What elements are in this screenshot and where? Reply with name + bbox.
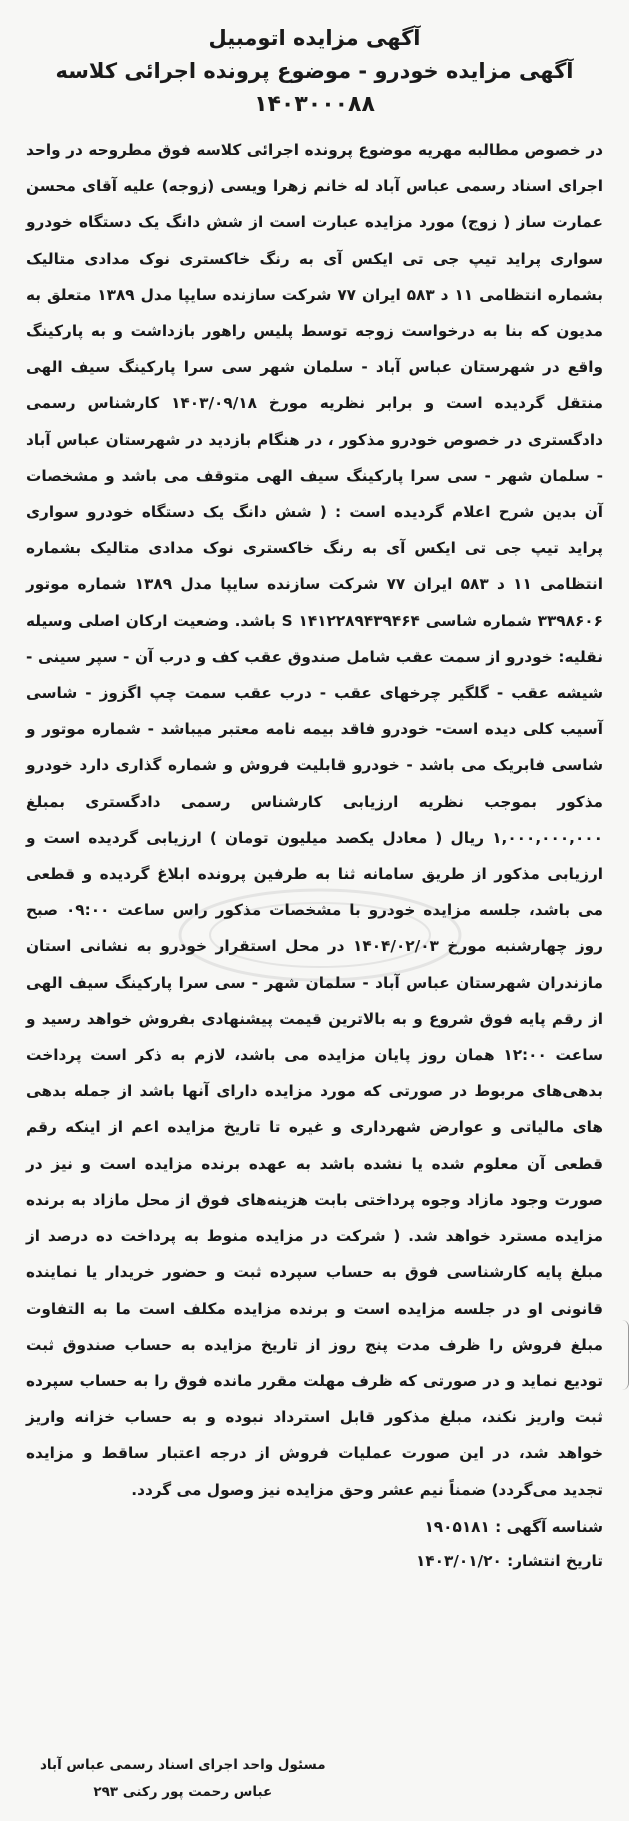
notice-subtitle: آگهی مزایده خودرو - موضوع پرونده اجرائی کلاسه bbox=[55, 59, 574, 83]
signature-block bbox=[40, 1752, 326, 1806]
ad-id: شناسه آگهی : ۱۹۰۵۱۸۱ bbox=[424, 1517, 603, 1536]
notice-header bbox=[26, 22, 603, 122]
notice-meta bbox=[26, 1510, 603, 1578]
notice-title: آگهی مزایده اتومبیل bbox=[208, 26, 421, 50]
notice-body bbox=[26, 132, 603, 1508]
notice-paragraph: در خصوص مطالبه مهریه موضوع پرونده اجرائی کلاسه فوق مطروحه در واحد اجرای اسناد رسمی عباس آباد له خانم زهرا ویسی (زوجه) علیه آقای محسن عمارت ساز ( زوج) مورد مزایده عبارت است از شش دانگ یک دستگاه خودرو سواری پراید تیپ جی تی ایکس آی به رنگ خاکستری نوک مدادی متالیک بشماره انتظامی ۱۱ د ۵۸۳ ایران ۷۷ شرکت سازنده سایپا مدل ۱۳۸۹ متعلق به مدیون که بنا به درخواست زوجه توسط پلیس راهور بازداشت و به پارکینگ واقع در شهرستان عباس آباد - سلمان شهر سی سرا پارکینگ سیف الهی منتقل گردیده است و برابر نظریه مورخ ۱۴۰۳/۰۹/۱۸ کارشناس رسمی دادگستری در خصوص خودرو مذکور ، در هنگام بازدید در شهرستان عباس آباد - سلمان شهر - سی سرا پارکینگ سیف الهی متوقف می باشد و مشخصات آن بدین شرح اعلام گردیده است : ( شش دانگ یک دستگاه خودرو سواری پراید تیپ جی تی ایکس آی به رنگ خاکستری نوک مدادی متالیک بشماره انتظامی ۱۱ د ۵۸۳ ایران ۷۷ شرکت سازنده سایپا مدل ۱۳۸۹ شماره موتور ۳۳۹۸۶۰۶ شماره شاسی S ۱۴۱۲۲۸۹۴۳۹۴۶۴ باشد. وضعیت ارکان اصلی وسیله نقلیه: خودرو از سمت عقب شامل صندوق عقب کف و درب آن - سپر سینی - شیشه عقب - گلگیر چرخهای عقب - درب عقب سمت چپ اگزوز - شاسی آسیب کلی دیده است- خودرو فاقد بیمه نامه معتبر میباشد - شماره موتور و شاسی فابریک می باشد - خودرو قابلیت فروش و شماره گذاری دارد خودرو مذکور بموجب نظریه ارزیابی کارشناس رسمی دادگستری بمبلغ ۱,۰۰۰,۰۰۰,۰۰۰ ریال ( معادل یکصد میلیون تومان ) ارزیابی گردیده است و ارزیابی مذکور از طریق سامانه ثنا به طرفین پرونده ابلاغ گردیده و قطعی می باشد، جلسه مزایده خودرو با مشخصات مذکور راس ساعت ۰۹:۰۰ صبح روز چهارشنبه مورخ ۱۴۰۴/۰۲/۰۳ در محل استقرار خودرو به نشانی استان مازندران شهرستان عباس آباد - سلمان شهر - سی سرا پارکینگ سیف الهی از رقم پایه فوق شروع و به بالاترین قیمت پیشنهادی بفروش خواهد رسید و ساعت ۱۲:۰۰ همان روز پایان مزایده می باشد، لازم به ذکر است پرداخت بدهی‌های مربوط در صورتی که مورد مزایده دارای آنها باشد از جمله بدهی های مالیاتی و عوارض شهرداری و غیره تا تاریخ مزایده اعم از اینکه رقم قطعی آن معلوم شده یا نشده باشد به عهده برنده مزایده است و نیز در صورت وجود مازاد وجوه پرداختی بابت هزینه‌های فوق از محل مازاد به برنده مزایده مسترد خواهد شد. ( شرکت در مزایده منوط به پرداخت ده درصد از مبلغ پایه کارشناسی فوق به حساب سپرده ثبت و حضور خریدار یا نماینده قانونی او در جلسه مزایده است و برنده مزایده مکلف است ما به التفاوت مبلغ فروش را ظرف مدت پنج روز از تاریخ مزایده به حساب صندوق ثبت تودیع نماید و در صورتی که ظرف مهلت مقرر مانده فوق را به حساب سپرده ثبت واریز نکند، مبلغ مذکور قابل استرداد نبوده و به حساب خزانه واریز خواهد شد، در این صورت عملیات فروش از درجه اعتبار ساقط و مزایده تجدید می‌گردد) ضمناً نیم عشر وحق مزایده نیز وصول می گردد. bbox=[26, 141, 603, 1499]
signature-role: مسئول واحد اجرای اسناد رسمی عباس آباد bbox=[40, 1757, 326, 1773]
publish-date: تاریخ انتشار: ۱۴۰۳/۰۱/۲۰ bbox=[415, 1551, 603, 1570]
page-edge-mark bbox=[622, 1320, 629, 1390]
signature-name: عباس رحمت پور رکنی ۲۹۳ bbox=[93, 1784, 273, 1800]
case-number: ۱۴۰۳۰۰۰۸۸ bbox=[254, 92, 375, 117]
